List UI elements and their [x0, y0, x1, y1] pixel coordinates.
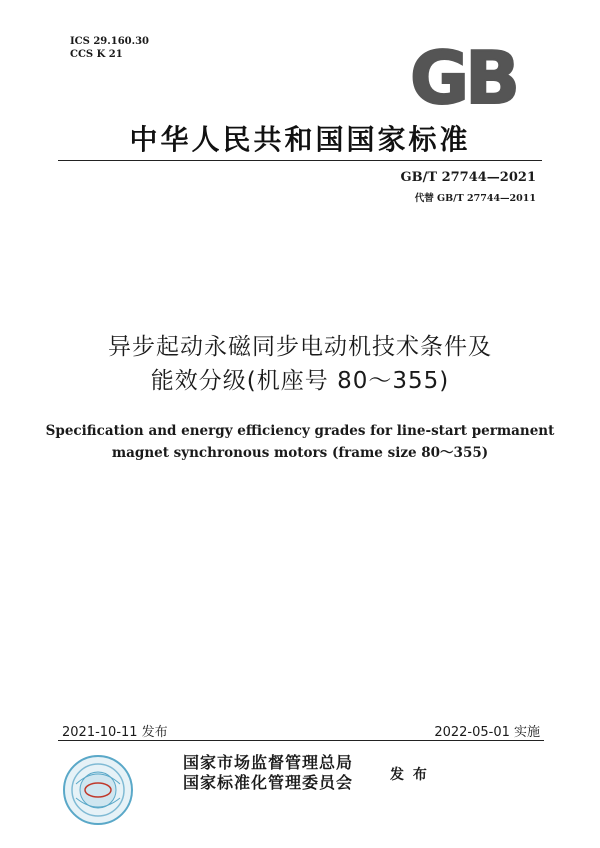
- national-standard-title: 中华人民共和国国家标准: [129, 123, 471, 156]
- issue-date: 2021-10-11 发布: [62, 725, 168, 740]
- english-title-line-1: Specification and energy efficiency grades for line-start permanent: [45, 423, 555, 439]
- issuing-authorities: [183, 753, 353, 793]
- ics-code: ICS 29.160.30: [70, 36, 150, 47]
- english-title: [0, 420, 600, 464]
- issuer-sac: 国家标准化管理委员会: [183, 773, 354, 792]
- gb-logo-text: GB: [410, 45, 516, 107]
- bottom-divider: [58, 740, 544, 741]
- ccs-code: CCS K 21: [70, 49, 123, 60]
- chinese-title-line-1: 异步起动永磁同步电动机技术条件及: [108, 334, 492, 360]
- standard-number: GB/T 27744—2021: [400, 170, 536, 185]
- anti-counterfeit-seal-icon: [62, 754, 134, 826]
- issuer-samr: 国家市场监督管理总局: [183, 753, 354, 772]
- chinese-title: [0, 330, 600, 398]
- chinese-title-line-2: 能效分级(机座号 80～355): [150, 368, 450, 394]
- classification-codes: [70, 35, 149, 61]
- gb-logo: [403, 45, 523, 107]
- replaces-label: 代替: [414, 193, 434, 204]
- replaces-line: [415, 190, 536, 204]
- top-divider: [58, 160, 542, 161]
- implementation-date: 2022-05-01 实施: [434, 725, 540, 740]
- publish-label: 发 布: [390, 767, 429, 783]
- replaces-number: GB/T 27744—2011: [437, 193, 536, 204]
- english-title-line-2: magnet synchronous motors (frame size 80～355): [111, 445, 489, 461]
